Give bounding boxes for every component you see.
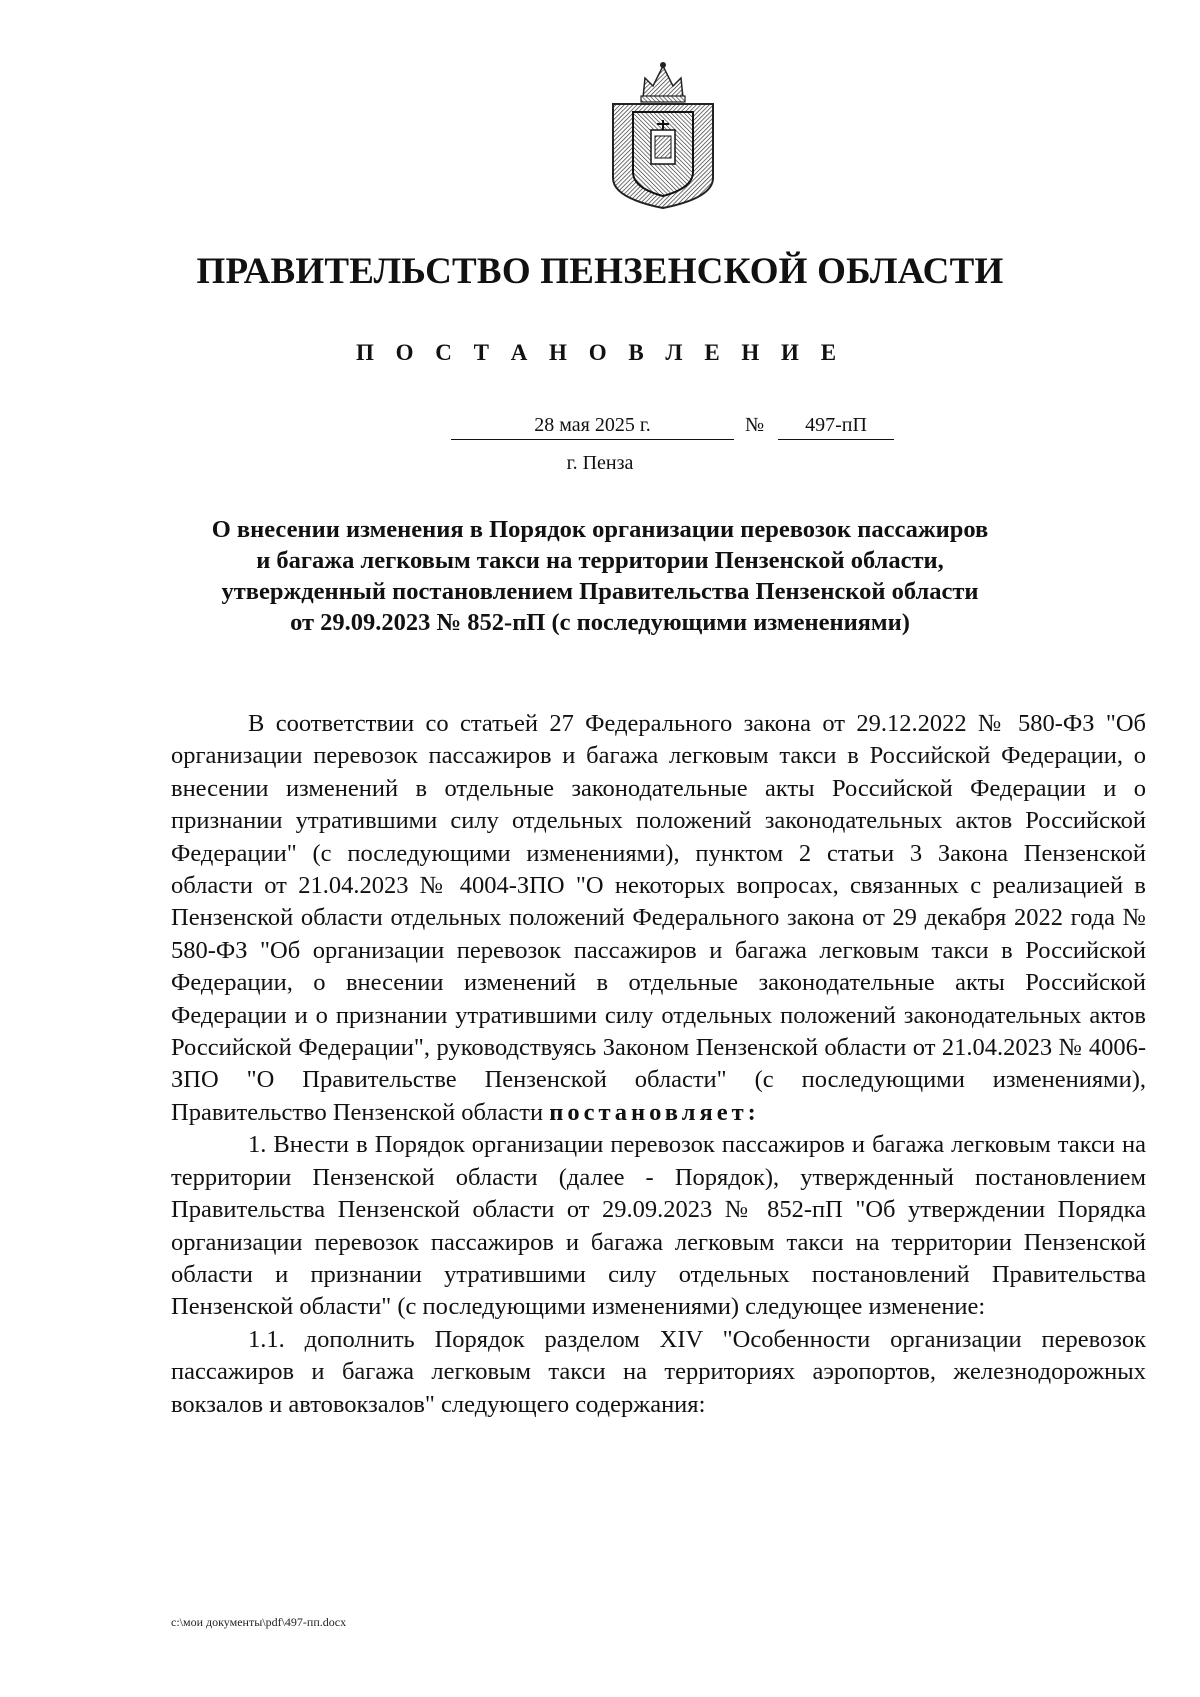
- subject-line: и багажа легковым такси на территории Пензенской области,: [256, 547, 944, 574]
- body-paragraph: [171, 708, 1146, 1129]
- document-subject: [150, 514, 1050, 638]
- date-number-line: [0, 414, 1200, 444]
- body-paragraph: 1.1. дополнить Порядок разделом XIV "Особенности организации перевозок пассажиров и багажа легковым такси на территориях аэропортов, железнодорожных вокзалов и автовокзалов" следующего содержания:: [171, 1325, 1146, 1418]
- document-date: 28 мая 2025 г.: [451, 414, 734, 440]
- document-body: [171, 708, 1146, 1421]
- document-city: г. Пенза: [566, 452, 634, 474]
- government-title: ПРАВИТЕЛЬСТВО ПЕНЗЕНСКОЙ ОБЛАСТИ: [196, 251, 1004, 292]
- body-paragraph: 1. Внести в Порядок организации перевозок пассажиров и багажа легковым такси на территории Пензенской области (далее - Порядок), утвержденный постановлением Правительства Пензенской области от 29.09.2023 № 852-пП "Об утверждении Порядка организации перевозок пассажиров и багажа легковым такси на территории Пензенской области и признании утратившими силу отдельных постановлений Правительства Пензенской области" (с последующими изменениями) следующее изменение:: [171, 1131, 1146, 1321]
- number-sign: №: [745, 414, 765, 436]
- decree-word: постановляет:: [549, 1098, 760, 1126]
- coat-of-arms-icon: [605, 60, 721, 210]
- subject-line: от 29.09.2023 № 852-пП (с последующими изменениями): [290, 609, 910, 636]
- subject-line: О внесении изменения в Порядок организации перевозок пассажиров: [211, 516, 989, 543]
- document-number: 497-пП: [778, 414, 894, 440]
- subject-line: утвержденный постановлением Правительства Пензенской области: [221, 578, 979, 605]
- preamble-text: В соответствии со статьей 27 Федерального закона от 29.12.2022 № 580-ФЗ "Об организации перевозок пассажиров и багажа легковым такси в Российской Федерации, о внесении изменений в отдельные законодательные акты Российской Федерации и о признании утратившими силу отдельных положений законодательных актов Российской Федерации" (с последующими изменениями), пунктом 2 статьи 3 Закона Пензенской области от 21.04.2023 № 4004-ЗПО "О некоторых вопросах, связанных с реализацией в Пензенской области отдельных положений Федерального закона от 29 декабря 2022 года № 580-ФЗ "Об организации перевозок пассажиров и багажа легковым такси в Российской Федерации, о внесении изменений в отдельные законодательные акты Российской Федерации и о признании утратившими силу отдельных положений законодательных актов Российской Федерации", руководствуясь Законом Пензенской области от 21.04.2023 № 4006-ЗПО "О Правительстве Пензенской области" (с последующими изменениями), Правительство Пензенской области: [171, 710, 1146, 1126]
- document-type: П О С Т А Н О В Л Е Н И Е: [355, 340, 845, 365]
- footer-file-path: c:\мои документы\pdf\497-пп.docx: [171, 1615, 347, 1629]
